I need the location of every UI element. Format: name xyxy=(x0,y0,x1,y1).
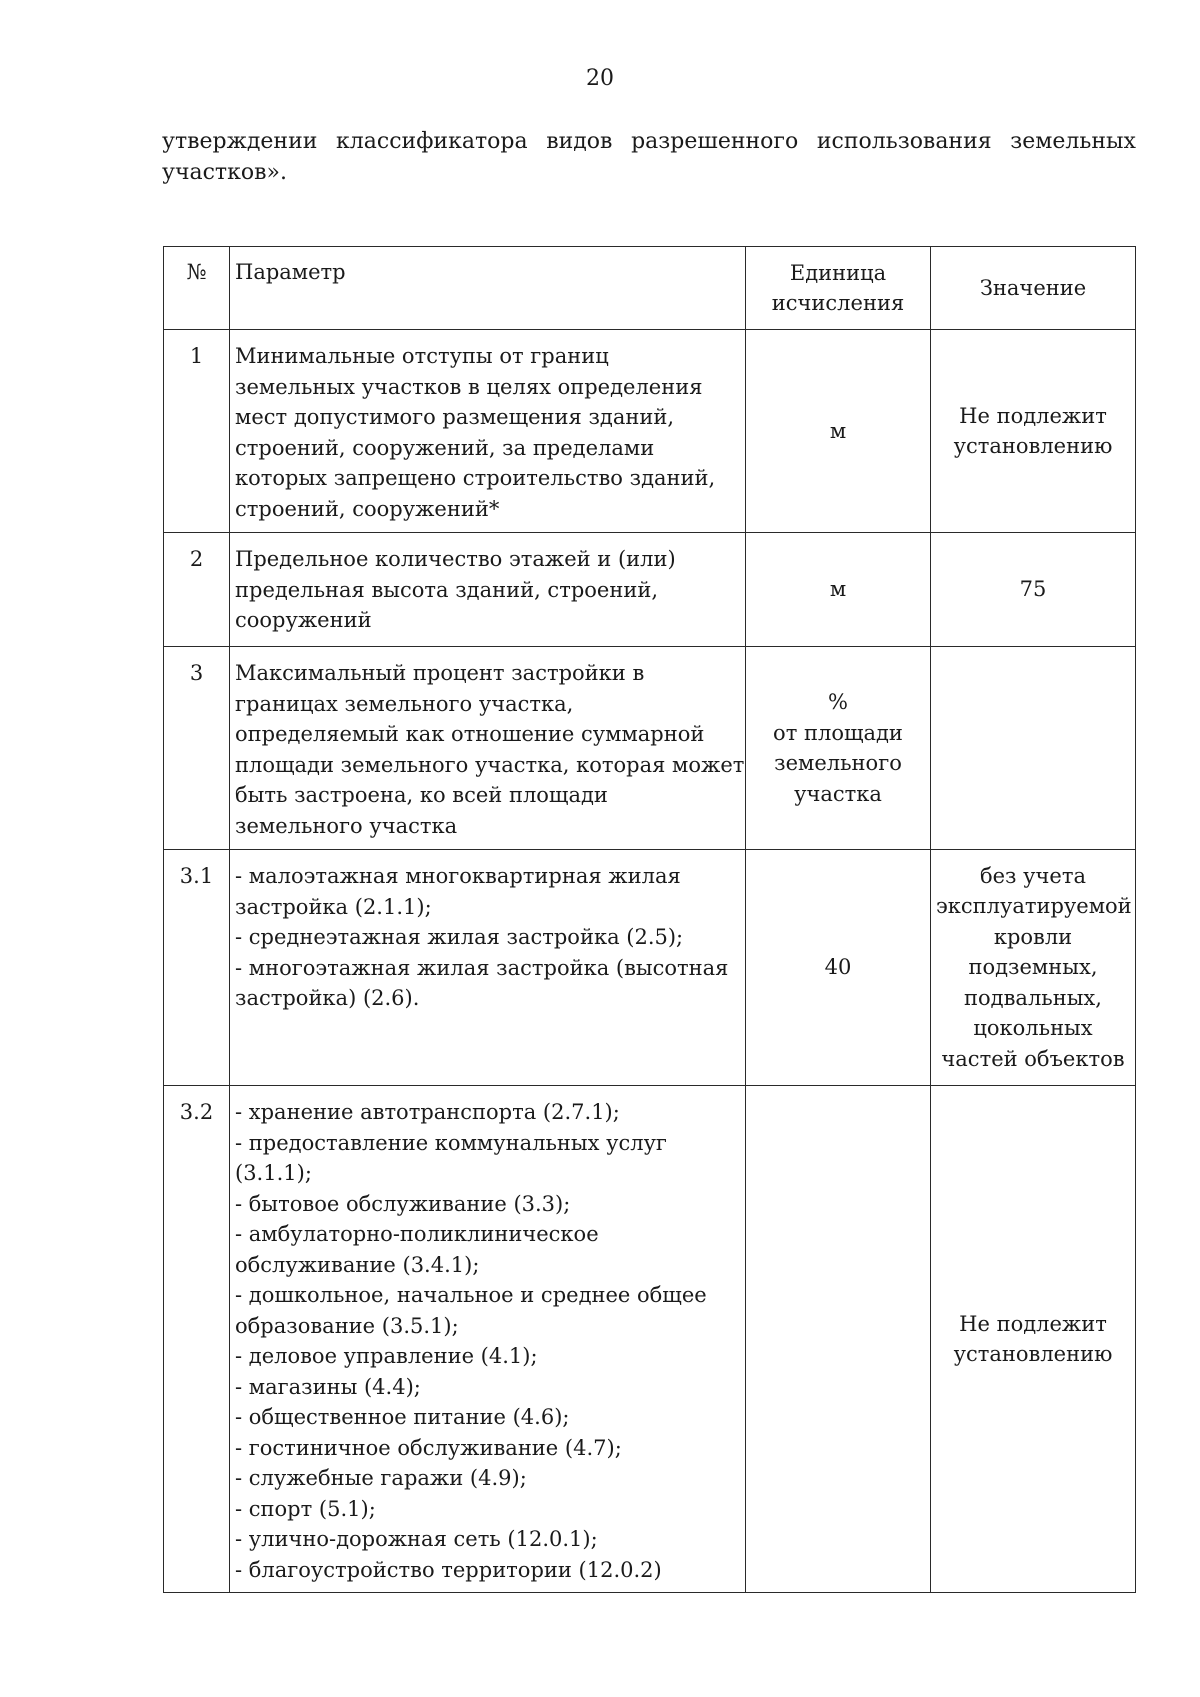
param-line: определяемый как отношение суммарной xyxy=(235,722,705,746)
param-line: - улично-дорожная сеть (12.0.1); xyxy=(235,1527,598,1551)
param-line: - хранение автотранспорта (2.7.1); xyxy=(235,1100,620,1124)
param-line: - многоэтажная жилая застройка (высотная xyxy=(235,955,729,980)
param-line: предельная высота зданий, строений, xyxy=(235,577,658,602)
intro-word: классификатора xyxy=(336,129,528,154)
header-param: Параметр xyxy=(230,247,746,330)
row-num: 3.1 xyxy=(164,850,230,1086)
param-line: Предельное количество этажей и (или) xyxy=(235,547,676,571)
param-line: Минимальные отступы от границ xyxy=(235,344,609,368)
header-unit-line: Единица xyxy=(789,260,887,285)
value-line: установлению xyxy=(953,434,1113,458)
value-line: подземных, xyxy=(968,955,1098,980)
table-row xyxy=(164,330,1136,533)
intro-word: земельных xyxy=(1010,129,1136,154)
value-line: установлению xyxy=(953,1342,1113,1366)
value-line: без учета xyxy=(979,863,1086,888)
row-param xyxy=(230,647,746,850)
param-line: быть застроена, ко всей площади xyxy=(235,783,608,807)
param-line: - спорт (5.1); xyxy=(235,1496,376,1521)
header-unit-line: исчисления xyxy=(771,291,905,315)
table-row xyxy=(164,647,1136,850)
header-value: Значение xyxy=(931,247,1136,330)
unit-line: % xyxy=(828,690,848,714)
intro-word: утверждении xyxy=(162,129,318,154)
row-num: 1 xyxy=(164,330,230,533)
intro-word: видов xyxy=(546,129,613,154)
param-line: - бытовое обслуживание (3.3); xyxy=(235,1191,571,1216)
param-line: границах земельного участка, xyxy=(235,691,574,716)
param-line: - магазины (4.4); xyxy=(235,1374,421,1399)
param-line: обслуживание (3.4.1); xyxy=(235,1252,480,1277)
param-line: застройка (2.1.1); xyxy=(235,894,432,919)
row-value xyxy=(931,330,1136,533)
param-line: площади земельного участка, которая может xyxy=(235,752,745,777)
row-value xyxy=(931,1086,1136,1593)
param-line: - гостиничное обслуживание (4.7); xyxy=(235,1435,622,1460)
row-unit xyxy=(746,533,931,647)
param-line: - деловое управление (4.1); xyxy=(235,1344,538,1368)
table-row xyxy=(164,533,1136,647)
param-line: (3.1.1); xyxy=(235,1161,312,1185)
param-line: - амбулаторно-поликлиническое xyxy=(235,1222,599,1246)
param-line: - благоустройство территории (12.0.2) xyxy=(235,1557,662,1582)
param-line: - общественное питание (4.6); xyxy=(235,1405,570,1429)
row-value xyxy=(931,647,1136,850)
param-line: строений, сооружений, за пределами xyxy=(235,435,655,460)
param-line: земельных участков в целях определения xyxy=(235,374,703,399)
row-param xyxy=(230,1086,746,1593)
row-value xyxy=(931,533,1136,647)
value-line: подвальных, xyxy=(964,985,1102,1010)
intro-paragraph xyxy=(162,126,1136,188)
param-line: - дошкольное, начальное и среднее общее xyxy=(235,1283,707,1307)
intro-word: использования xyxy=(816,129,992,154)
param-line: образование (3.5.1); xyxy=(235,1313,459,1338)
value-line: цокольных xyxy=(973,1016,1093,1041)
header-num: № xyxy=(164,247,230,330)
unit-line: от площади xyxy=(773,720,903,745)
intro-line-2: участков». xyxy=(162,160,287,185)
param-line: мест допустимого размещения зданий, xyxy=(235,405,675,429)
intro-line-1 xyxy=(162,126,1136,157)
row-num: 3 xyxy=(164,647,230,850)
row-unit xyxy=(746,330,931,533)
row-num: 2 xyxy=(164,533,230,647)
parameters-table xyxy=(163,246,1136,1593)
row-param xyxy=(230,850,746,1086)
unit-line: участка xyxy=(794,781,882,806)
table-header-row xyxy=(164,247,1136,330)
row-unit xyxy=(746,850,931,1086)
param-line: застройка) (2.6). xyxy=(235,986,420,1010)
value-line: кровли xyxy=(993,924,1073,949)
row-unit xyxy=(746,1086,931,1593)
unit-line: м xyxy=(829,577,847,602)
value-line: 75 xyxy=(1019,577,1047,602)
row-param xyxy=(230,533,746,647)
param-line: которых запрещено строительство зданий, xyxy=(235,466,716,490)
unit-line: м xyxy=(829,418,847,443)
intro-word: разрешенного xyxy=(631,129,799,154)
param-line: - предоставление коммунальных услуг xyxy=(235,1130,667,1155)
table-row xyxy=(164,1086,1136,1593)
param-line: - служебные гаражи (4.9); xyxy=(235,1466,527,1490)
value-line: эксплуатируемой xyxy=(936,894,1132,919)
param-line: сооружений xyxy=(235,608,372,632)
row-param xyxy=(230,330,746,533)
value-line: Не подлежит xyxy=(959,1311,1107,1336)
header-unit xyxy=(746,247,931,330)
param-line: Максимальный процент застройки в xyxy=(235,661,645,685)
table-row xyxy=(164,850,1136,1086)
page-number: 20 xyxy=(586,66,614,91)
param-line: - малоэтажная многоквартирная жилая xyxy=(235,864,681,888)
row-unit xyxy=(746,647,931,850)
value-line: Не подлежит xyxy=(959,403,1107,428)
unit-line: земельного xyxy=(774,751,902,775)
param-line: - среднеэтажная жилая застройка (2.5); xyxy=(235,925,684,949)
value-line: частей объектов xyxy=(941,1046,1125,1071)
param-line: земельного участка xyxy=(235,813,458,838)
row-value xyxy=(931,850,1136,1086)
unit-line: 40 xyxy=(824,955,852,980)
row-num: 3.2 xyxy=(164,1086,230,1593)
param-line: строений, сооружений* xyxy=(235,496,500,521)
